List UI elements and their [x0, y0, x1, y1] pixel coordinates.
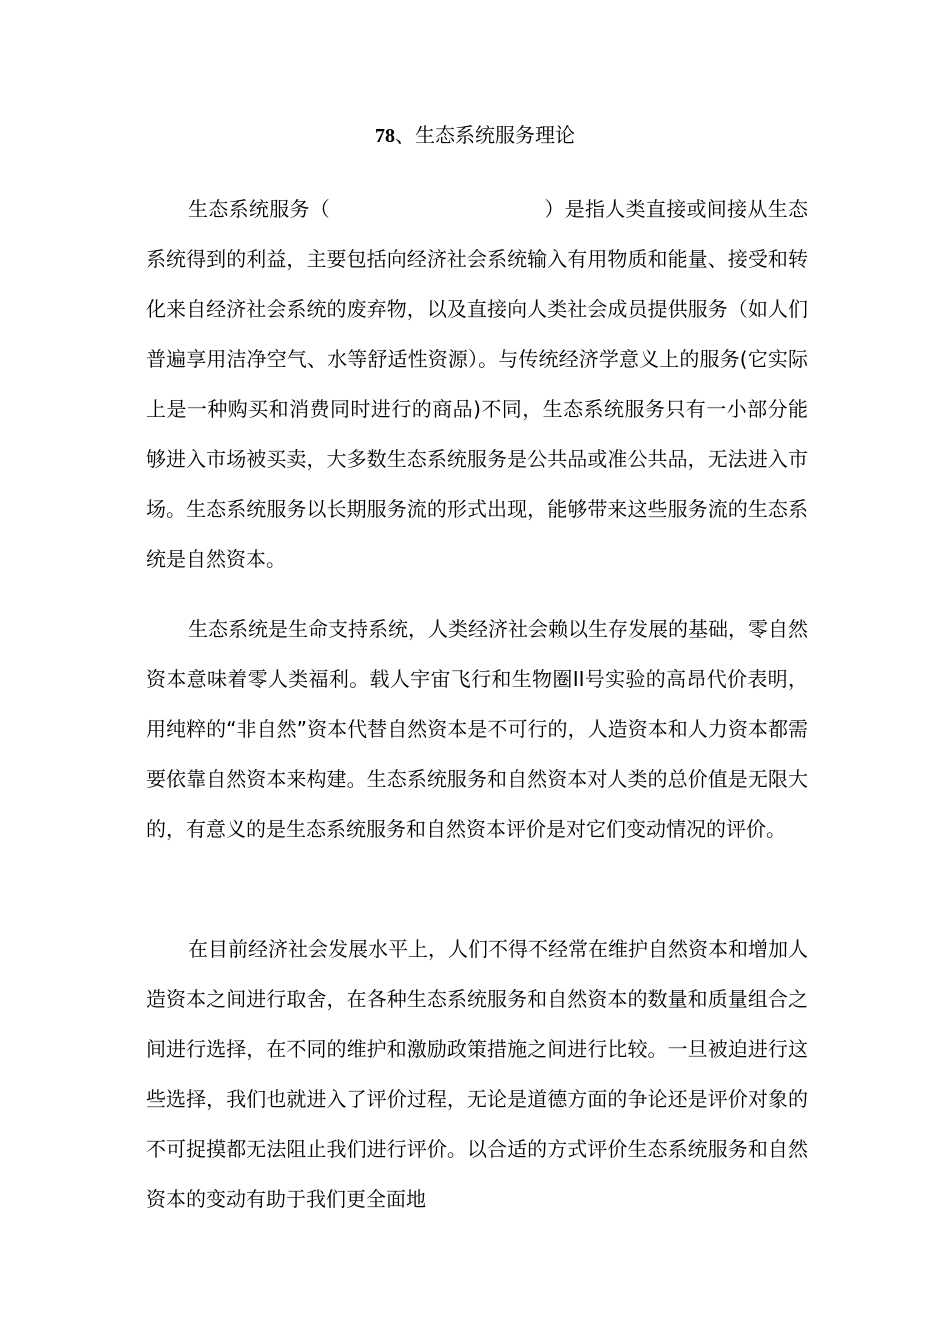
- title-separator: 、: [395, 123, 415, 147]
- paragraph-1: [146, 184, 808, 584]
- paragraph-2: 生态系统是生命支持系统，人类经济社会赖以生存发展的基础，零自然资本意味着零人类福利。载人宇宙飞行和生物圈II号实验的高昂代价表明，用纯粹的“非自然”资本代替自然资本是不可行的，人造资本和人力资本都需要依靠自然资本来构建。生态系统服务和自然资本对人类的总价值是无限大的，有意义的是生态系统服务和自然资本评价是对它们变动情况的评价。: [146, 617, 808, 841]
- paragraph-1-lead: 生态系统服务（: [188, 197, 331, 221]
- title-text: 生态系统服务理论: [415, 123, 575, 147]
- paragraph-1-rest: ）是指人类直接或间接从生态系统得到的利益，主要包括向经济社会系统输入有用物质和能量、接受和转化来自经济社会系统的废弃物，以及直接向人类社会成员提供服务（如人们普遍享用洁净空气、水等舒适性资源）。与传统经济学意义上的服务(它实际上是一种购买和消费同时进行的商品)不同，生态系统服务只有一小部分能够进入市场被买卖，大多数生态系统服务是公共品或准公共品，无法进入市场。生态系统服务以长期服务流的形式出现，能够带来这些服务流的生态系统是自然资本。: [146, 197, 809, 571]
- paragraph-3: 在目前经济社会发展水平上，人们不得不经常在维护自然资本和增加人造资本之间进行取舍，在各种生态系统服务和自然资本的数量和质量组合之间进行选择，在不同的维护和激励政策措施之间进行比较。一旦被迫进行这些选择，我们也就进入了评价过程，无论是道德方面的争论还是评价对象的不可捉摸都无法阻止我们进行评价。以合适的方式评价生态系统服务和自然资本的变动有助于我们更全面地: [146, 937, 808, 1211]
- document-title: [0, 118, 950, 153]
- title-number: 78: [375, 125, 395, 147]
